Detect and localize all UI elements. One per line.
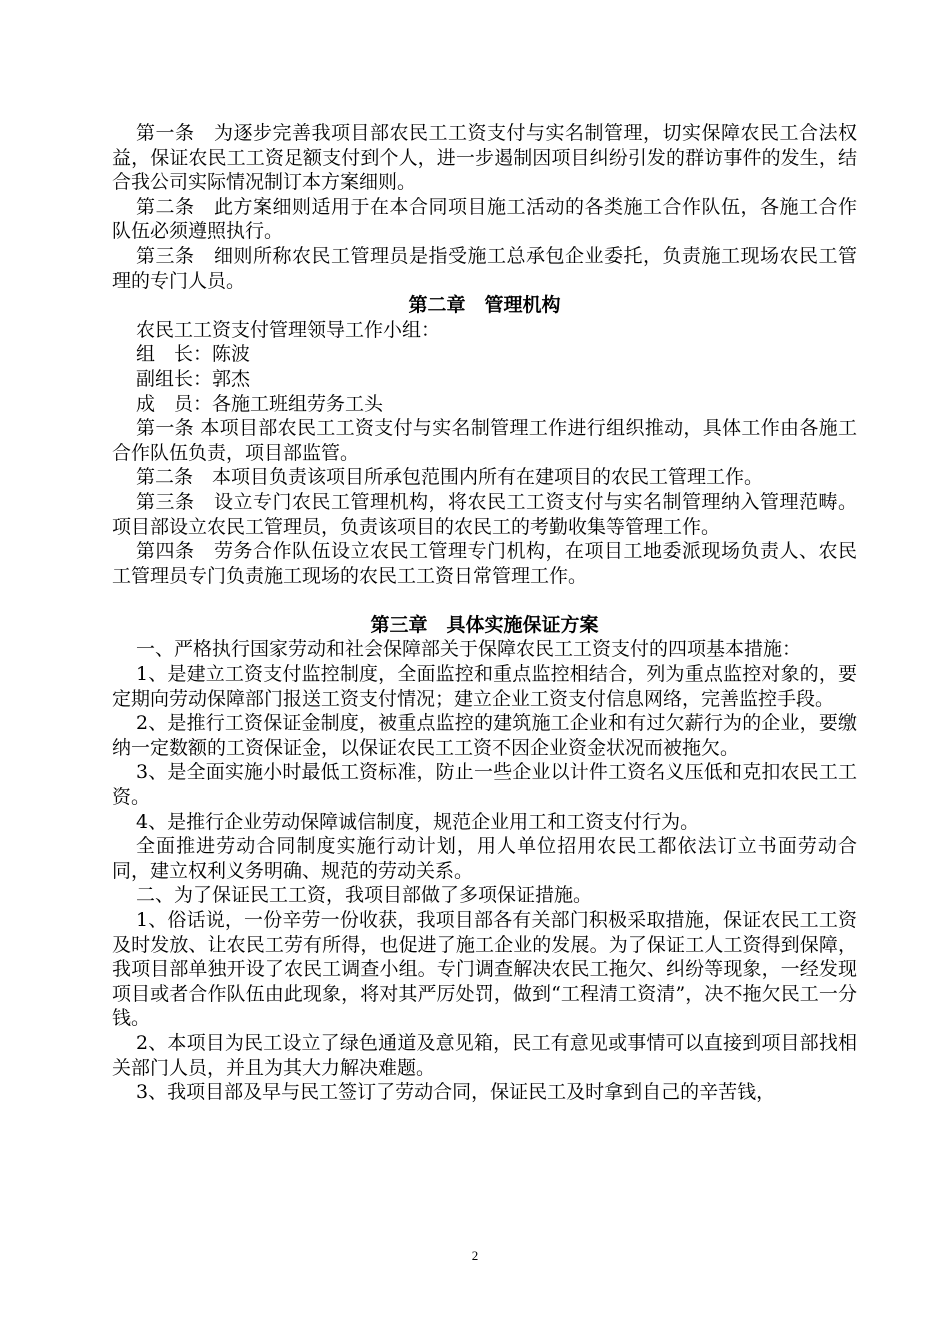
org-article-3: 第三条 设立专门农民工管理机构，将农民工工资支付与实名制管理纳入管理范畴。项目部设立农民工管理员，负责该项目的农民工的考勤收集等管理工作。 [112, 490, 857, 538]
page-number: 2 [471, 1248, 479, 1263]
guarantee-intro: 二、为了保证民工工资，我项目部做了多项保证措施。 [136, 884, 593, 907]
group-leader: 组 长：陈波 [136, 343, 251, 366]
article-1-paragraph: 第一条 为逐步完善我项目部农民工工资支付与实名制管理，切实保障农民工合法权益，保证农民工工资足额支付到个人，进一步遏制因项目纠纷引发的群访事件的发生，结合我公司实际情况制订本方案细则。 [112, 122, 857, 194]
guarantee-3: 3、我项目部及早与民工签订了劳动合同，保证民工及时拿到自己的辛苦钱， [136, 1081, 776, 1104]
measures-intro: 一、严格执行国家劳动和社会保障部关于保障农民工工资支付的四项基本措施： [136, 638, 802, 661]
guarantee-1: 1、俗话说，一份辛劳一份收获，我项目部各有关部门积极采取措施，保证农民工工资及时发放、让农民工劳有所得，也促进了施工企业的发展。为了保证工人工资得到保障，我项目部单独开设了农民工调查小组。专门调查解决农民工拖欠、纠纷等现象，一经发现项目或者合作队伍由此现象，将对其严厉处罚，做到“工程清工资清”，决不拖欠民工一分钱。 [112, 909, 857, 1030]
group-title: 农民工工资支付管理领导工作小组： [136, 318, 441, 341]
org-article-1: 第一条 本项目部农民工工资支付与实名制管理工作进行组织推动，具体工作由各施工合作队伍负责，项目部监管。 [112, 417, 857, 464]
measure-1: 1、是建立工资支付监控制度，全面监控和重点监控相结合，列为重点监控对象的，要定期向劳动保障部门报送工资支付情况；建立企业工资支付信息网络，完善监控手段。 [112, 663, 857, 710]
article-3-paragraph: 第三条 细则所称农民工管理员是指受施工总承包企业委托，负责施工现场农民工管理的专门人员。 [112, 244, 857, 292]
org-article-4: 第四条 劳务合作队伍设立农民工管理专门机构，在项目工地委派现场负责人、农民工管理员专门负责施工现场的农民工工资日常管理工作。 [112, 540, 857, 587]
org-article-2: 第二条 本项目负责该项目所承包范围内所有在建项目的农民工管理工作。 [136, 466, 764, 489]
chapter-3-heading: 第三章 具体实施保证方案 [370, 613, 599, 636]
article-2-paragraph: 第二条 此方案细则适用于在本合同项目施工活动的各类施工合作队伍，各施工合作队伍必须遵照执行。 [112, 195, 857, 243]
blank-line [112, 588, 857, 613]
measure-2: 2、是推行工资保证金制度，被重点监控的建筑施工企业和有过欠薪行为的企业，要缴纳一定数额的工资保证金，以保证农民工工资不因企业资金状况而被拖欠。 [112, 712, 857, 759]
group-members: 成 员：各施工班组劳务工头 [136, 392, 384, 415]
measure-3: 3、是全面实施小时最低工资标准，防止一些企业以计件工资名义压低和克扣农民工工资。 [112, 761, 857, 809]
chapter-2-heading: 第二章 管理机构 [408, 294, 561, 317]
guarantee-2: 2、本项目为民工设立了绿色通道及意见箱，民工有意见或事情可以直接到项目部找相关部门人员，并且为其大力解决难题。 [112, 1031, 857, 1079]
group-deputy: 副组长：郭杰 [136, 367, 251, 390]
document-body [112, 121, 857, 1105]
labor-contract-paragraph: 全面推进劳动合同制度实施行动计划，用人单位招用农民工都依法订立书面劳动合同，建立权利义务明确、规范的劳动关系。 [112, 835, 857, 882]
measure-4: 4、是推行企业劳动保障诚信制度，规范企业用工和工资支付行为。 [136, 810, 700, 833]
